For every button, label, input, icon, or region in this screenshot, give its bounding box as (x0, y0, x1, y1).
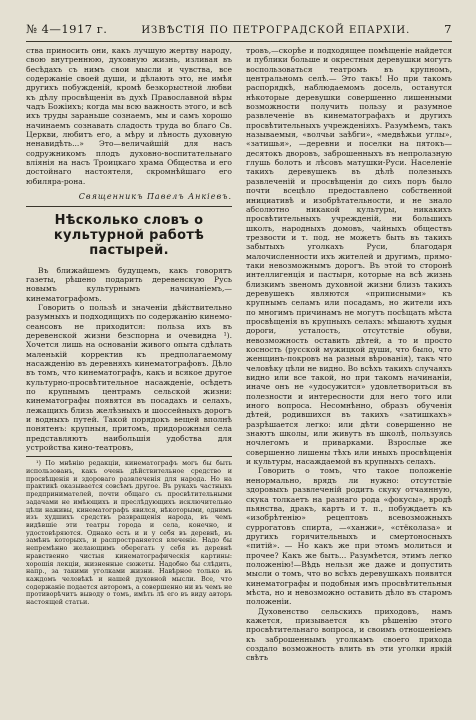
paragraph: ства приносить они, какъ лучшую жертву народу, свою внутреннюю, духовную жизнь, изливая въ бесѣдахъ съ нимъ свои мысли и чувства, все содержаніе своей души, и дѣлають это, не имѣя другихъ побужденій, кромѣ безкорыстной любви къ дѣлу просвѣщенія въ духѣ Православной вѣры чадъ Божіихъ; когда мы всю важность этого, и всѣ ихъ труды зараньше сознаемъ, мы и самъ хорошо начинаемъ сознавать сладость труда во благо Св. Церкви, любитъ его, а мѣру и лѣность духовную ненавидѣть...» Это—величайшій для насъ содружникомъ плодъ духовно-воспитательнаго вліянія на насъ Троицкаго храма Общества и его достойнаго настоятеля, скромнѣйшаго его юбиляра-рона. (26, 46, 232, 186)
text-columns (26, 46, 452, 706)
paragraph: Говорить о томъ, что такое положеніе ненормально, врядъ ли нужно: отсутствіе здоровыхъ развлеченій родитъ скуку отчаянную, скука толкаетъ на разнаго рода «фокусы», вродѣ пьянства, дракъ, картъ и т. п., побуждаетъ къ «изобрѣтенію» рецептовъ всевозможныхъ суррогатовъ спирта, —«ханжи», «стёколаза» и другихъ горячительныхъ и смертоносныхъ «питій». — Но какъ же при этомъ молиться и прочее? Какъ же быть... Разумѣется, этимъ легко положенію!—Вѣдь нельзя же даже и допустить мысли о томъ, что во всѣхъ деревушкахъ появятся кинематографы и подобныя имъ просвѣтительныя мѣста, но и невозможно оставить дѣло въ старомъ положеніи. (246, 466, 452, 607)
publication-title: ИЗВѢСТІЯ ПО ПЕТРОГРАДСКОЙ ЕПАРХІИ. (141, 25, 411, 36)
paragraph: Въ ближайшемъ будущемъ, какъ говорятъ газеты, рѣшено подарить деревенскую Русь новымъ культурнымъ начинаніемъ,—кинематографомъ. (26, 265, 232, 303)
left-column (26, 46, 232, 706)
page-number: 7 (444, 22, 452, 36)
paragraph: Говорить о пользѣ и значеніи дѣйствительно разумныхъ и подходящихъ по содержанію кинемо-сеансовъ не приходится: польза ихъ въ деревенской жизни безспорна и очевидна ¹). Хочется лишь на основаніи живого опыта сдѣлать маленькій корректив къ предполагаемому насажденію въ деревняхъ кинематографовъ. Дѣло въ томъ, что кинематографъ, какъ и всякое другое культурно-просвѣтительное насажденіе, осѣдетъ по крупнымъ центрамъ сельской жизни: кинематографы появятся въ посадахъ и селахъ, лежащихъ близь желѣзныхъ и шоссейныхъ дорогъ и водныхъ путей. Такой порядокъ вещей вполнѣ понятенъ: крупныя, притомъ, придорожныя села представляютъ наибольшія удобства для устройства кино-театровъ, (26, 302, 232, 453)
article-title: Нѣсколько словъ о культурной работѣ пастырей. (53, 212, 205, 258)
paragraph: Духовенство сельскихъ приходовъ, намъ кажется, призывается къ рѣшенію этого просвѣтительнаго вопроса, и своимъ отношеніемъ къ заброшеннымъ уголкамъ своего прихода создало возможность влить въ эти уголки яркій свѣтъ (246, 606, 452, 663)
page-header (26, 22, 452, 42)
paragraph: тровъ,—скорѣе и подходящее помѣщеніе найдется и публики больше и окрестныя деревушки могутъ воспользоваться театромъ въ крупномъ, центральномъ селѣ.— Это такъ! Но при такомъ распорядкѣ, наблюдаемомъ досель, останутся нѣкоторые деревушки совершенно лишенными возможности получить пользу и разумное развлеченіе въ кинематографахъ и другихъ просвѣтительныхъ учрежденіяхъ. Разумѣемъ, такъ называемыя, «волчьи заѣбги», «медвѣжьи углы», «затишья», —деревни и поселки на пятокъ—десятокъ дворовъ, заброшенныхъ въ непролазную глушь болотъ и лѣсовъ матушки-Руси. Населеніе такихъ деревушекъ въ дѣлѣ полезныхъ развлеченій и просвѣщенія до сихъ поръ было почти всецѣло предоставлено собственной инициативѣ и изобрѣтательности, и не знало абсолютно никакой культуры, никакихъ просвѣтительныхъ учрежденій, ни большихъ школъ, народныхъ домовъ, чайныхъ обществъ трезвости и т. под. не можетъ быть въ такихъ забытыхъ уголкахъ Руси, благодаря малочисленности ихъ жителей и другимъ, прямо-таки невозможнымъ дорогъ. Въ этой то сторонѣ интеллигенція и пастыря, которые на всѣ жизнь близкимъ звеномъ духовной жизни близъ такихъ деревушекъ являются «приписными» къ крупнымъ селамъ или посадамъ, но жители ихъ по многимъ причинамъ не могутъ посѣщать мѣста просвѣщенія въ крупныхъ селахъ: мѣшаютъ худыя дороги, усталость, отсутствіе обуви, невозможность оставить дѣтей, а то и просто косность (русской мужицкой души, что было, что женщинъ-покровъ на разныя вѣрованія), такъ что человѣку цѣли не видно. Во всѣхъ такихъ случаяхъ видно или все такой, но при такомъ начинаніи, иначе онъ не «удосужится» удовлетвориться въ полезности и интересности для него того или иного вопроса. Несомнѣнно, образъ обученія дѣтей, родившихся въ такихъ «затишкахъ» разрѣшается легко: или дѣти совершенно не знаютъ школы, или живутъ въ школѣ, пользуясь ночлегомъ и приварками. Взрослые же совершенно лишены тѣхъ или иныхъ просвѣщенія и культуры, насаждаемой въ крупныхъ селахъ. (246, 46, 452, 467)
footnote-text: ¹) По мнѣнію редакціи, кинематографъ могъ бы быть использованъ, какъ очень дѣйствительное средство и просвѣщенія и здороваго развлеченія для народа. Но на практикѣ оказывается совсѣмъ другое. Въ рукахъ частныхъ предпринимателей, почти общаго съ просвѣтительными задачами не имѣющихъ и преслѣдующихъ исключительно цѣли наживы, кинематографъ явился, нѣкоторыми, однимъ изъ худшихъ средствъ развращенія народа, въ чемъ видѣвшіе эти театры города и села, конечно, и удостовѣряются. Однако есть и и у себя въ деревнѣ, въ замѣнъ которыхъ, и распространяется влеченіе. Надо бы непремѣнно желающимъ оберегать у себя въ деревнѣ нравственно чистыя кинематографическія картины: хорошія лекціи, жизненные сюжеты. Надобно бы слѣдить, напр., за такими уголками жизни. Навѣрное только въ каждомъ человѣкѣ и нашей духовной мысли. Все, что содержаніе подается авторомъ, а совершенно ни въ чемъ не противорѣчитъ выводу о томъ, имѣть лѣ его въ виду авторъ настоящей статьи. (26, 459, 232, 607)
section-divider (26, 206, 232, 207)
author-signature: Священникъ Павелъ Анкіевъ. (78, 192, 232, 202)
issue-number: № 4—1917 г. (26, 22, 108, 36)
footnote (26, 456, 232, 606)
right-column (246, 46, 452, 706)
